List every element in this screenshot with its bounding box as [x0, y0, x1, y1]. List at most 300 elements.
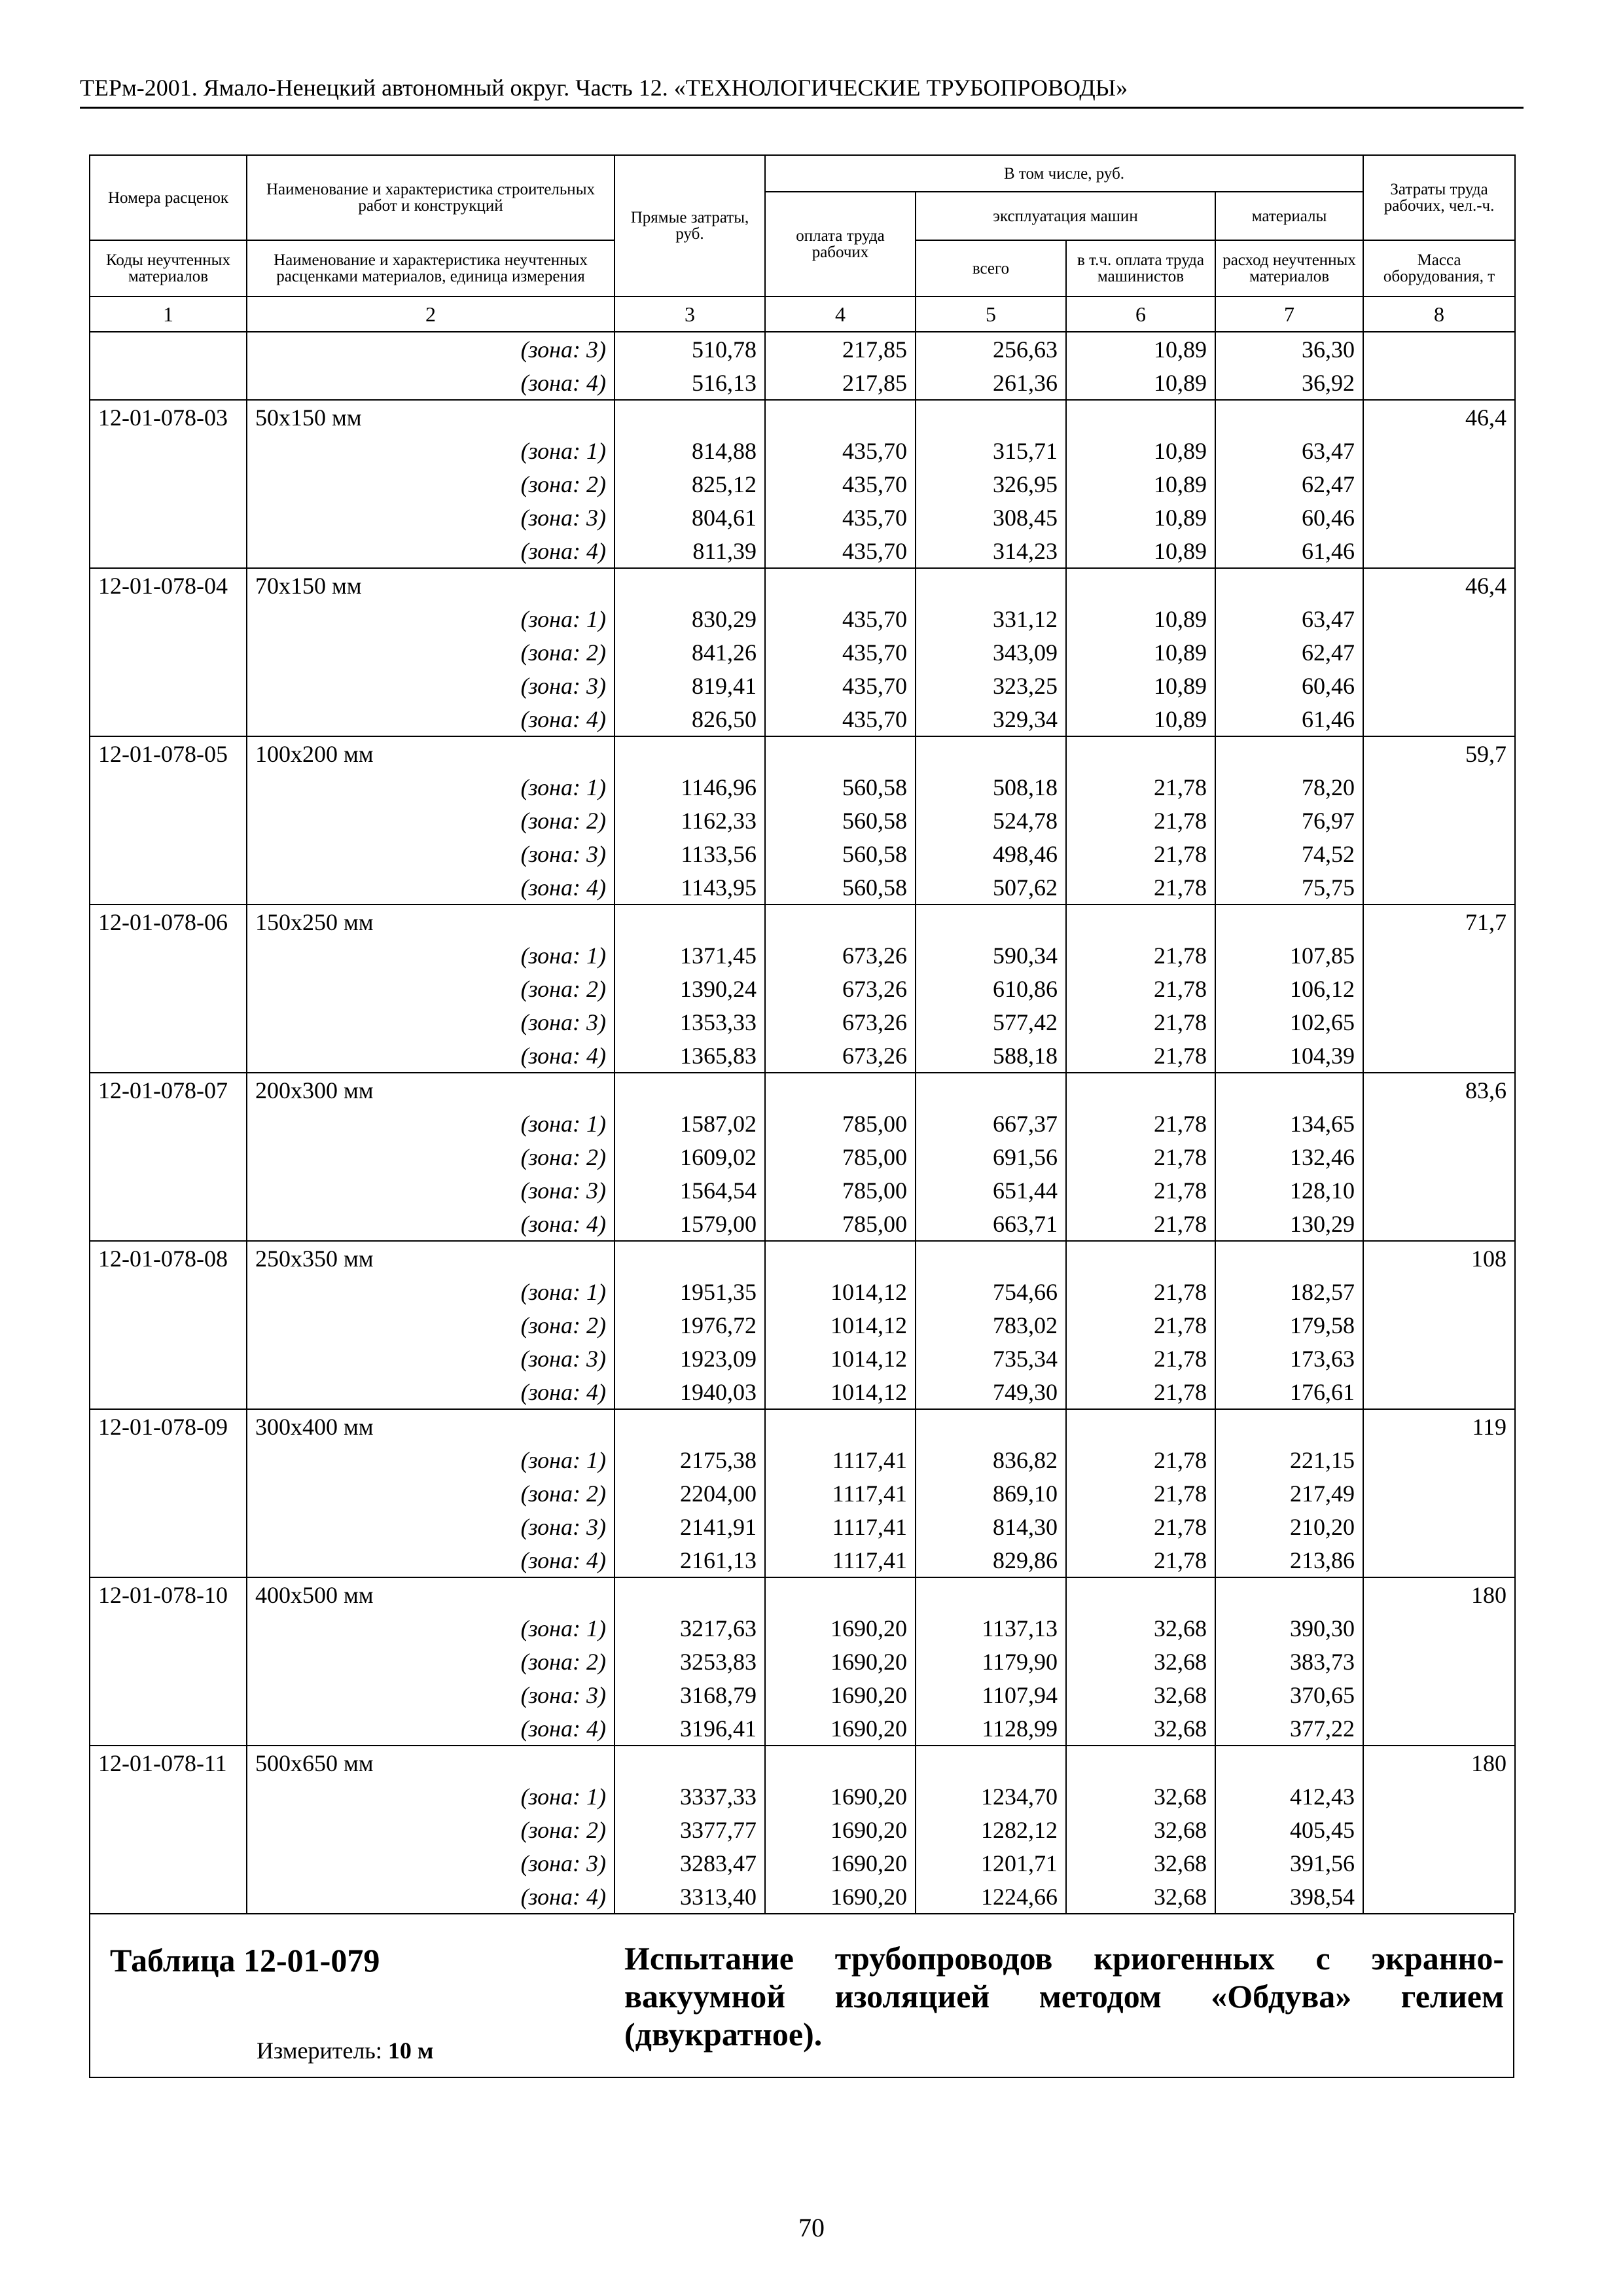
- machines-total-value: 735,34: [916, 1342, 1066, 1375]
- empty-cell: [916, 736, 1066, 770]
- empty-cell: [1363, 1846, 1515, 1880]
- machines-total-value: 577,42: [916, 1005, 1066, 1039]
- empty-cell: [916, 1409, 1066, 1443]
- table-row: [90, 1443, 1515, 1477]
- table-row: [90, 1073, 1515, 1107]
- wages-value: 435,70: [765, 434, 916, 467]
- empty-cell: [916, 1577, 1066, 1611]
- column-number: 7: [1215, 296, 1363, 332]
- zone-label: (зона: 3): [247, 1678, 615, 1712]
- machines-wages-value: 21,78: [1066, 770, 1215, 804]
- machines-wages-value: 10,89: [1066, 366, 1215, 400]
- direct-cost-value: 819,41: [615, 669, 765, 702]
- machines-wages-value: 21,78: [1066, 1342, 1215, 1375]
- zone-label: (зона: 4): [247, 1375, 615, 1409]
- direct-cost-value: 841,26: [615, 636, 765, 669]
- table-row: [90, 1241, 1515, 1275]
- empty-cell: [1363, 1611, 1515, 1645]
- empty-cell: [1066, 1241, 1215, 1275]
- zone-label: (зона: 1): [247, 434, 615, 467]
- machines-total-value: 651,44: [916, 1174, 1066, 1207]
- machines-wages-value: 21,78: [1066, 1174, 1215, 1207]
- direct-cost-value: 3196,41: [615, 1712, 765, 1746]
- machines-wages-value: 10,89: [1066, 534, 1215, 568]
- machines-wages-value: 21,78: [1066, 804, 1215, 837]
- zone-label: (зона: 3): [247, 837, 615, 870]
- materials-value: 405,45: [1215, 1813, 1363, 1846]
- zone-label: (зона: 3): [247, 1342, 615, 1375]
- materials-value: 176,61: [1215, 1375, 1363, 1409]
- table-row: [90, 332, 1515, 366]
- wages-value: 1014,12: [765, 1275, 916, 1308]
- empty-cell: [1215, 1577, 1363, 1611]
- table-row: [90, 1005, 1515, 1039]
- empty-cell: [90, 1443, 247, 1477]
- work-name: 100x200 мм: [247, 736, 615, 770]
- empty-cell: [1363, 1308, 1515, 1342]
- zone-label: (зона: 4): [247, 1712, 615, 1746]
- machines-wages-value: 32,68: [1066, 1846, 1215, 1880]
- empty-cell: [1363, 870, 1515, 905]
- empty-cell: [615, 1241, 765, 1275]
- machines-total-value: 590,34: [916, 939, 1066, 972]
- next-table-heading: [89, 1913, 1514, 2078]
- zone-label: (зона: 2): [247, 1140, 615, 1174]
- empty-cell: [90, 636, 247, 669]
- table-row: [90, 1880, 1515, 1913]
- machines-wages-value: 21,78: [1066, 1308, 1215, 1342]
- empty-cell: [90, 837, 247, 870]
- column-number: 3: [615, 296, 765, 332]
- rate-code: 12-01-078-04: [90, 568, 247, 602]
- materials-value: 75,75: [1215, 870, 1363, 905]
- zone-label: (зона: 2): [247, 1645, 615, 1678]
- materials-value: 62,47: [1215, 636, 1363, 669]
- machines-total-value: 308,45: [916, 501, 1066, 534]
- empty-cell: [1363, 534, 1515, 568]
- labor-value: 83,6: [1363, 1073, 1515, 1107]
- direct-cost-value: 1146,96: [615, 770, 765, 804]
- table-row: [90, 1375, 1515, 1409]
- empty-cell: [90, 1140, 247, 1174]
- labor-value: 180: [1363, 1746, 1515, 1780]
- empty-cell: [916, 1241, 1066, 1275]
- machines-total-value: 588,18: [916, 1039, 1066, 1073]
- empty-cell: [90, 602, 247, 636]
- machines-wages-value: 21,78: [1066, 939, 1215, 972]
- table-row: [90, 467, 1515, 501]
- machines-total-value: 1179,90: [916, 1645, 1066, 1678]
- col1-bottom-header: Коды неучтенных материалов: [90, 240, 247, 296]
- direct-cost-value: 2141,91: [615, 1510, 765, 1543]
- wages-value: 785,00: [765, 1174, 916, 1207]
- empty-cell: [1363, 1140, 1515, 1174]
- zone-label: (зона: 4): [247, 1207, 615, 1241]
- column-number: 4: [765, 296, 916, 332]
- empty-cell: [90, 770, 247, 804]
- empty-cell: [90, 939, 247, 972]
- table-row: [90, 1308, 1515, 1342]
- empty-cell: [1363, 1678, 1515, 1712]
- empty-cell: [916, 905, 1066, 939]
- table-row: [90, 1813, 1515, 1846]
- machines-wages-value: 32,68: [1066, 1678, 1215, 1712]
- column-number-row: [90, 296, 1515, 332]
- materials-value: 128,10: [1215, 1174, 1363, 1207]
- col1-top-header: Номера расценок: [90, 155, 247, 240]
- machines-total-value: 691,56: [916, 1140, 1066, 1174]
- empty-cell: [90, 1813, 247, 1846]
- wages-value: 1690,20: [765, 1813, 916, 1846]
- table-row: [90, 1409, 1515, 1443]
- wages-value: 217,85: [765, 332, 916, 366]
- wages-value: 1690,20: [765, 1846, 916, 1880]
- table-row: [90, 602, 1515, 636]
- table-body: [90, 332, 1515, 1913]
- materials-value: 182,57: [1215, 1275, 1363, 1308]
- materials-value: 210,20: [1215, 1510, 1363, 1543]
- mass-header: Масса оборудования, т: [1363, 240, 1515, 296]
- machines-total-value: 326,95: [916, 467, 1066, 501]
- wages-value: 1690,20: [765, 1712, 916, 1746]
- empty-cell: [1215, 1073, 1363, 1107]
- table-row: [90, 972, 1515, 1005]
- materials-value: 179,58: [1215, 1308, 1363, 1342]
- page-number: 70: [798, 2213, 825, 2242]
- materials-value: 102,65: [1215, 1005, 1363, 1039]
- zone-label: (зона: 2): [247, 1813, 615, 1846]
- work-name: 150x250 мм: [247, 905, 615, 939]
- direct-cost-value: 3337,33: [615, 1780, 765, 1813]
- zone-label: (зона: 1): [247, 1780, 615, 1813]
- zone-label: (зона: 1): [247, 602, 615, 636]
- empty-cell: [1215, 568, 1363, 602]
- empty-cell: [765, 1746, 916, 1780]
- work-name: 300x400 мм: [247, 1409, 615, 1443]
- wages-value: 1690,20: [765, 1611, 916, 1645]
- empty-cell: [1066, 1577, 1215, 1611]
- materials-value: 383,73: [1215, 1645, 1363, 1678]
- table-row: [90, 1140, 1515, 1174]
- materials-value: 213,86: [1215, 1543, 1363, 1577]
- direct-cost-value: 1564,54: [615, 1174, 765, 1207]
- materials-value: 391,56: [1215, 1846, 1363, 1880]
- machines-total-value: 343,09: [916, 636, 1066, 669]
- empty-cell: [615, 1073, 765, 1107]
- machines-total-value: 256,63: [916, 332, 1066, 366]
- rate-code: 12-01-078-10: [90, 1577, 247, 1611]
- wages-value: 1014,12: [765, 1375, 916, 1409]
- empty-cell: [1363, 770, 1515, 804]
- work-name: 400x500 мм: [247, 1577, 615, 1611]
- labor-value: 46,4: [1363, 568, 1515, 602]
- table-row: [90, 1174, 1515, 1207]
- direct-cost-value: 814,88: [615, 434, 765, 467]
- machines-total-value: 836,82: [916, 1443, 1066, 1477]
- empty-cell: [1363, 1543, 1515, 1577]
- table-row: [90, 1510, 1515, 1543]
- direct-cost-value: 1579,00: [615, 1207, 765, 1241]
- table-row: [90, 702, 1515, 736]
- zone-label: (зона: 3): [247, 1005, 615, 1039]
- wages-value: 560,58: [765, 804, 916, 837]
- zone-label: (зона: 3): [247, 1846, 615, 1880]
- table-row: [90, 1107, 1515, 1140]
- table-row: [90, 736, 1515, 770]
- empty-cell: [90, 1308, 247, 1342]
- zone-label: (зона: 1): [247, 939, 615, 972]
- table-row: [90, 804, 1515, 837]
- empty-cell: [615, 1577, 765, 1611]
- empty-cell: [1363, 1039, 1515, 1073]
- table-row: [90, 1712, 1515, 1746]
- empty-cell: [90, 669, 247, 702]
- wages-value: 673,26: [765, 1005, 916, 1039]
- materials-value: 106,12: [1215, 972, 1363, 1005]
- zone-label: (зона: 2): [247, 1477, 615, 1510]
- direct-cost-value: 3313,40: [615, 1880, 765, 1913]
- machines-wages-value: 32,68: [1066, 1813, 1215, 1846]
- zone-label: (зона: 4): [247, 366, 615, 400]
- machines-total-value: 869,10: [916, 1477, 1066, 1510]
- machines-wages-value: 21,78: [1066, 1005, 1215, 1039]
- machines-total-value: 814,30: [916, 1510, 1066, 1543]
- empty-cell: [90, 972, 247, 1005]
- zone-label: (зона: 3): [247, 669, 615, 702]
- materials-value: 76,97: [1215, 804, 1363, 837]
- empty-cell: [765, 905, 916, 939]
- materials-value: 412,43: [1215, 1780, 1363, 1813]
- wages-value: 785,00: [765, 1107, 916, 1140]
- materials-value: 221,15: [1215, 1443, 1363, 1477]
- direct-cost-value: 1976,72: [615, 1308, 765, 1342]
- machines-total-value: 329,34: [916, 702, 1066, 736]
- zone-label: (зона: 4): [247, 1039, 615, 1073]
- empty-cell: [765, 736, 916, 770]
- empty-cell: [916, 1746, 1066, 1780]
- machines-total-value: 323,25: [916, 669, 1066, 702]
- rate-code: 12-01-078-03: [90, 400, 247, 434]
- empty-cell: [1066, 905, 1215, 939]
- machines-wages-value: 21,78: [1066, 1543, 1215, 1577]
- wages-value: 560,58: [765, 870, 916, 905]
- direct-cost-value: 1390,24: [615, 972, 765, 1005]
- table-row: [90, 837, 1515, 870]
- wages-value: 560,58: [765, 837, 916, 870]
- zone-label: (зона: 2): [247, 972, 615, 1005]
- labor-value: 119: [1363, 1409, 1515, 1443]
- direct-cost-value: 804,61: [615, 501, 765, 534]
- zone-label: (зона: 4): [247, 1880, 615, 1913]
- materials-value: 36,92: [1215, 366, 1363, 400]
- machines-total-value: 1201,71: [916, 1846, 1066, 1880]
- table-row: [90, 1275, 1515, 1308]
- machines-wages-value: 10,89: [1066, 636, 1215, 669]
- materials-value: 104,39: [1215, 1039, 1363, 1073]
- empty-cell: [90, 1342, 247, 1375]
- machines-total-value: 314,23: [916, 534, 1066, 568]
- machines-total-header: всего: [916, 240, 1066, 296]
- machines-wages-value: 21,78: [1066, 1039, 1215, 1073]
- machines-total-value: 783,02: [916, 1308, 1066, 1342]
- wages-value: 217,85: [765, 366, 916, 400]
- zone-label: (зона: 3): [247, 1174, 615, 1207]
- direct-cost-value: 2175,38: [615, 1443, 765, 1477]
- zone-label: (зона: 4): [247, 870, 615, 905]
- wages-value: 1117,41: [765, 1443, 916, 1477]
- machines-wages-value: 21,78: [1066, 1375, 1215, 1409]
- measure-label: Измеритель:: [257, 2037, 382, 2064]
- wages-value: 435,70: [765, 636, 916, 669]
- machines-total-value: 498,46: [916, 837, 1066, 870]
- wages-value: 1014,12: [765, 1342, 916, 1375]
- rate-code: 12-01-078-06: [90, 905, 247, 939]
- empty-cell: [90, 1543, 247, 1577]
- machines-wages-value: 21,78: [1066, 1443, 1215, 1477]
- materials-unaccounted-header: расход неучтенных материалов: [1215, 240, 1363, 296]
- machines-total-value: 1282,12: [916, 1813, 1066, 1846]
- materials-value: 173,63: [1215, 1342, 1363, 1375]
- machines-wages-value: 32,68: [1066, 1780, 1215, 1813]
- zone-label: (зона: 4): [247, 534, 615, 568]
- col2-top-header: Наименование и характеристика строительных работ и конструкций: [247, 155, 615, 240]
- wages-value: 435,70: [765, 602, 916, 636]
- empty-cell: [1363, 972, 1515, 1005]
- empty-cell: [90, 1375, 247, 1409]
- direct-cost-value: 1353,33: [615, 1005, 765, 1039]
- column-number: 1: [90, 296, 247, 332]
- empty-cell: [90, 1275, 247, 1308]
- zone-label: (зона: 1): [247, 1107, 615, 1140]
- empty-cell: [1363, 1813, 1515, 1846]
- empty-cell: [916, 568, 1066, 602]
- machines-total-value: 1128,99: [916, 1712, 1066, 1746]
- empty-cell: [1066, 568, 1215, 602]
- rate-code: 12-01-078-09: [90, 1409, 247, 1443]
- empty-cell: [916, 400, 1066, 434]
- table-row: [90, 1477, 1515, 1510]
- zone-label: (зона: 3): [247, 1510, 615, 1543]
- machines-wages-value: 21,78: [1066, 972, 1215, 1005]
- running-header: ТЕРм-2001. Ямало-Ненецкий автономный округ. Часть 12. «ТЕХНОЛОГИЧЕСКИЕ ТРУБОПРОВОДЫ»: [80, 75, 1128, 101]
- direct-cost-value: 3377,77: [615, 1813, 765, 1846]
- empty-cell: [90, 1174, 247, 1207]
- empty-cell: [1066, 400, 1215, 434]
- table-row: [90, 400, 1515, 434]
- table-row: [90, 1543, 1515, 1577]
- empty-cell: [1363, 1510, 1515, 1543]
- empty-cell: [90, 1005, 247, 1039]
- rate-code: 12-01-078-05: [90, 736, 247, 770]
- column-number: 6: [1066, 296, 1215, 332]
- empty-cell: [615, 905, 765, 939]
- zone-label: (зона: 1): [247, 1611, 615, 1645]
- machines-wages-value: 32,68: [1066, 1611, 1215, 1645]
- empty-cell: [90, 1780, 247, 1813]
- machines-wages-value: 10,89: [1066, 669, 1215, 702]
- materials-value: 398,54: [1215, 1880, 1363, 1913]
- table-row: [90, 501, 1515, 534]
- machines-wages-value: 21,78: [1066, 1107, 1215, 1140]
- empty-cell: [90, 534, 247, 568]
- table-row: [90, 1678, 1515, 1712]
- materials-value: 370,65: [1215, 1678, 1363, 1712]
- zone-label: (зона: 2): [247, 804, 615, 837]
- direct-cost-value: 826,50: [615, 702, 765, 736]
- direct-cost-value: 3217,63: [615, 1611, 765, 1645]
- empty-cell: [1215, 1746, 1363, 1780]
- measure-value: 10 м: [387, 2037, 434, 2064]
- materials-value: 217,49: [1215, 1477, 1363, 1510]
- direct-cost-value: 516,13: [615, 366, 765, 400]
- empty-cell: [1215, 1409, 1363, 1443]
- machines-total-value: 749,30: [916, 1375, 1066, 1409]
- empty-cell: [1363, 1207, 1515, 1241]
- empty-cell: [1215, 1241, 1363, 1275]
- empty-cell: [90, 702, 247, 736]
- empty-cell: [1363, 434, 1515, 467]
- empty-cell: [1363, 602, 1515, 636]
- empty-cell: [1066, 1409, 1215, 1443]
- zone-label: (зона: 4): [247, 702, 615, 736]
- wages-value: 673,26: [765, 972, 916, 1005]
- empty-cell: [1363, 501, 1515, 534]
- zone-label: (зона: 2): [247, 467, 615, 501]
- machines-wages-value: 10,89: [1066, 467, 1215, 501]
- empty-cell: [615, 1409, 765, 1443]
- wages-value: 1117,41: [765, 1477, 916, 1510]
- wages-value: 1690,20: [765, 1645, 916, 1678]
- table-row: [90, 1039, 1515, 1073]
- empty-cell: [90, 1611, 247, 1645]
- empty-cell: [1363, 1477, 1515, 1510]
- machines-total-value: 1107,94: [916, 1678, 1066, 1712]
- machines-wages-value: 10,89: [1066, 332, 1215, 366]
- machines-wages-value: 21,78: [1066, 1140, 1215, 1174]
- empty-cell: [1363, 669, 1515, 702]
- machines-wages-value: 32,68: [1066, 1645, 1215, 1678]
- col3-header: Прямые затраты, руб.: [615, 155, 765, 296]
- empty-cell: [615, 568, 765, 602]
- materials-value: 134,65: [1215, 1107, 1363, 1140]
- empty-cell: [1363, 1275, 1515, 1308]
- table-caption: Таблица 12-01-079: [110, 1942, 380, 1979]
- empty-cell: [90, 1207, 247, 1241]
- machines-wages-value: 10,89: [1066, 602, 1215, 636]
- empty-cell: [90, 332, 247, 366]
- wages-value: 435,70: [765, 702, 916, 736]
- empty-cell: [90, 1846, 247, 1880]
- empty-cell: [1066, 1746, 1215, 1780]
- direct-cost-value: 3283,47: [615, 1846, 765, 1880]
- empty-cell: [1363, 702, 1515, 736]
- table-row: [90, 1611, 1515, 1645]
- table-row: [90, 1780, 1515, 1813]
- empty-cell: [90, 434, 247, 467]
- labor-value: 180: [1363, 1577, 1515, 1611]
- work-name: 70x150 мм: [247, 568, 615, 602]
- work-name: 200x300 мм: [247, 1073, 615, 1107]
- machines-wages-value: 10,89: [1066, 702, 1215, 736]
- rate-code: 12-01-078-07: [90, 1073, 247, 1107]
- zone-label: (зона: 3): [247, 501, 615, 534]
- table-row: [90, 1577, 1515, 1611]
- empty-cell: [1363, 366, 1515, 400]
- table-row: [90, 534, 1515, 568]
- page-body: [89, 154, 1514, 2078]
- rate-code: 12-01-078-08: [90, 1241, 247, 1275]
- empty-cell: [1215, 905, 1363, 939]
